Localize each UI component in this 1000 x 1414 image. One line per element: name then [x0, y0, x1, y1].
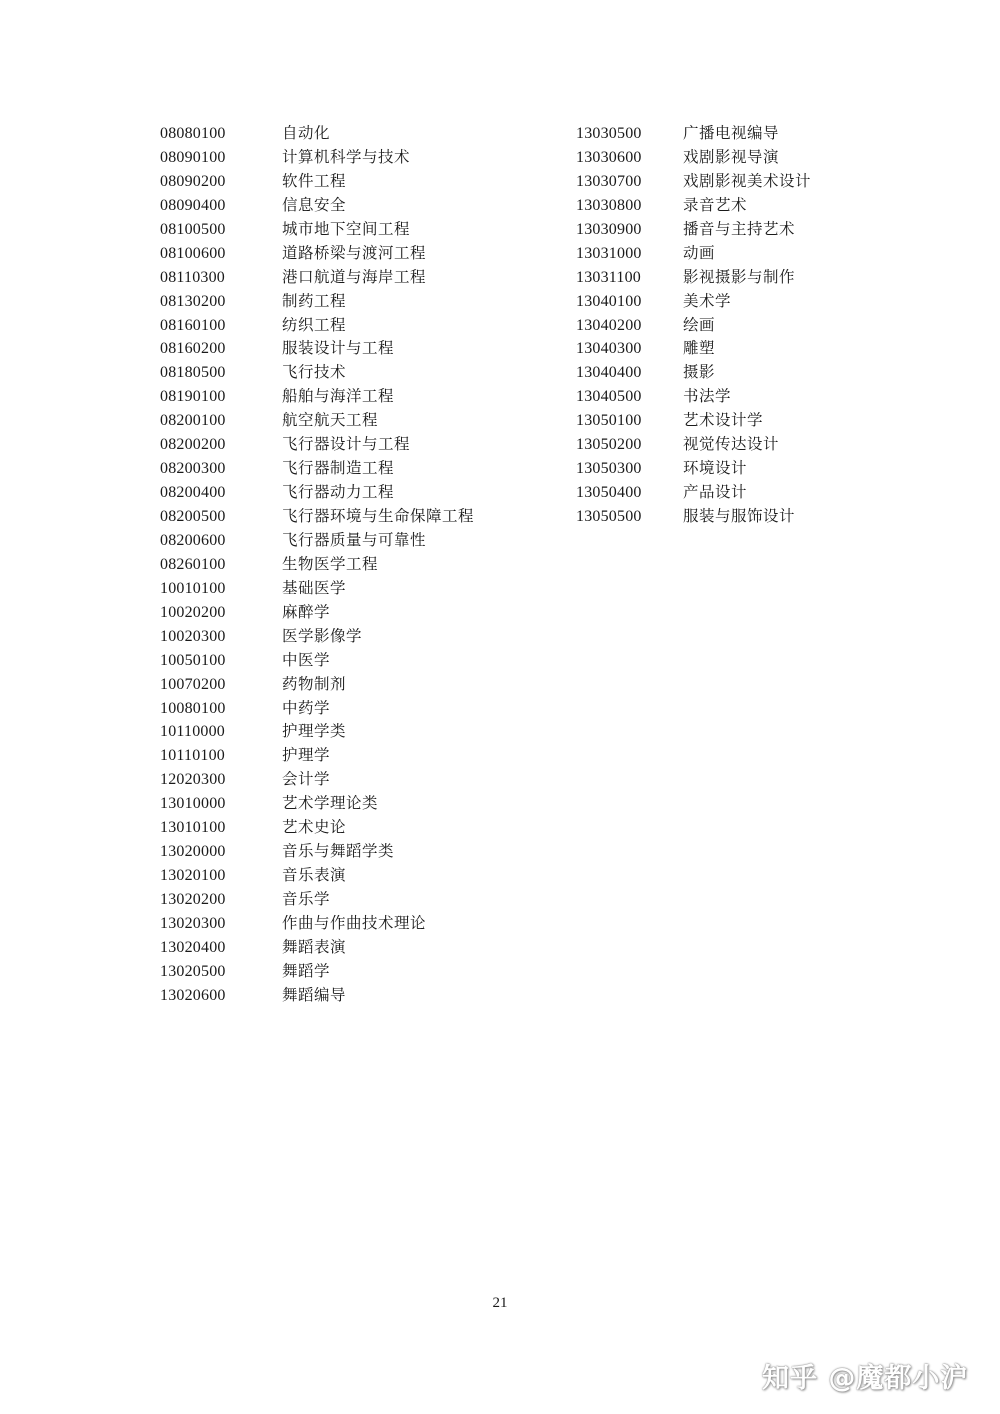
major-code: 13050100 — [576, 412, 642, 430]
major-name: 作曲与作曲技术理论 — [282, 913, 427, 932]
major-code: 13030700 — [576, 172, 642, 190]
major-name: 飞行技术 — [282, 363, 347, 382]
major-name: 美术学 — [683, 291, 732, 310]
major-name: 医学影像学 — [282, 626, 363, 645]
major-name: 艺术学理论类 — [282, 794, 379, 813]
major-code: 13040100 — [576, 292, 642, 310]
major-code: 08200100 — [160, 412, 226, 430]
list-item — [160, 983, 474, 1007]
list-item — [160, 648, 474, 672]
major-code: 10020200 — [160, 603, 226, 621]
list-item — [576, 336, 811, 360]
list-item — [160, 743, 474, 767]
major-code: 08110300 — [160, 268, 226, 286]
major-code: 08090400 — [160, 196, 226, 214]
major-code: 13050200 — [576, 436, 642, 454]
major-name: 航空航天工程 — [282, 411, 379, 430]
list-item — [160, 336, 474, 360]
major-name: 影视摄影与制作 — [683, 267, 796, 286]
list-item — [576, 145, 811, 169]
major-name: 麻醉学 — [282, 602, 331, 621]
list-item — [160, 480, 474, 504]
major-name: 动画 — [683, 243, 716, 262]
major-code: 13050500 — [576, 508, 642, 525]
major-name: 飞行器质量与可靠性 — [282, 530, 427, 549]
list-item — [160, 528, 474, 552]
major-name: 书法学 — [683, 387, 732, 406]
list-item — [160, 887, 474, 911]
major-name: 道路桥梁与渡河工程 — [282, 243, 427, 262]
list-item — [576, 432, 811, 456]
major-name: 舞蹈学 — [282, 961, 331, 980]
major-name: 飞行器设计与工程 — [282, 435, 411, 454]
major-code: 13040500 — [576, 388, 642, 406]
major-code: 08200600 — [160, 531, 226, 549]
major-code: 08200400 — [160, 484, 226, 502]
major-code: 13010100 — [160, 819, 226, 837]
list-item — [576, 289, 811, 313]
list-item — [160, 217, 474, 241]
major-name: 港口航道与海岸工程 — [282, 267, 427, 286]
major-name: 音乐与舞蹈学类 — [282, 842, 395, 861]
major-list-right-column — [576, 121, 811, 528]
major-name: 录音艺术 — [683, 195, 748, 214]
major-code: 13030900 — [576, 220, 642, 238]
major-name: 软件工程 — [282, 171, 347, 190]
major-code: 13030500 — [576, 125, 642, 142]
major-name: 信息安全 — [282, 195, 347, 214]
list-item — [160, 121, 474, 145]
major-code: 08090200 — [160, 172, 226, 190]
major-code: 13020600 — [160, 986, 226, 1004]
major-code: 13030600 — [576, 148, 642, 166]
major-name: 舞蹈表演 — [282, 937, 347, 956]
major-name: 会计学 — [282, 770, 331, 789]
major-code: 08160100 — [160, 316, 226, 334]
list-item — [160, 241, 474, 265]
major-code: 10050100 — [160, 651, 226, 669]
major-code: 08180500 — [160, 364, 226, 382]
major-name: 自动化 — [282, 124, 331, 142]
major-code: 08080100 — [160, 125, 226, 142]
list-item — [576, 408, 811, 432]
major-name: 视觉传达设计 — [683, 435, 780, 454]
major-name: 生物医学工程 — [282, 554, 379, 573]
major-name: 城市地下空间工程 — [282, 219, 411, 238]
list-item — [576, 169, 811, 193]
list-item — [160, 791, 474, 815]
list-item — [576, 384, 811, 408]
page-number: 21 — [492, 1295, 508, 1311]
list-item — [160, 600, 474, 624]
major-name: 舞蹈编导 — [282, 985, 347, 1004]
major-name: 戏剧影视导演 — [683, 147, 780, 166]
major-code: 08200200 — [160, 436, 226, 454]
major-code: 08100600 — [160, 244, 226, 262]
major-name: 艺术设计学 — [683, 411, 764, 430]
major-name: 摄影 — [683, 363, 716, 382]
list-item — [160, 169, 474, 193]
list-item — [160, 839, 474, 863]
list-item — [160, 624, 474, 648]
list-item — [576, 193, 811, 217]
list-item — [576, 313, 811, 337]
major-name: 服装设计与工程 — [282, 339, 395, 358]
list-item — [160, 384, 474, 408]
major-name: 雕塑 — [683, 339, 716, 358]
major-code: 10110000 — [160, 723, 226, 741]
list-item — [160, 576, 474, 600]
major-code: 13040400 — [576, 364, 642, 382]
major-name: 音乐表演 — [282, 866, 347, 885]
list-item — [160, 696, 474, 720]
major-name: 播音与主持艺术 — [683, 219, 796, 238]
major-code: 13010000 — [160, 795, 226, 813]
major-code: 13050300 — [576, 460, 642, 478]
list-item — [576, 504, 811, 528]
list-item — [160, 408, 474, 432]
major-code: 10080100 — [160, 699, 226, 717]
major-code: 10010100 — [160, 579, 226, 597]
major-name: 环境设计 — [683, 459, 748, 478]
major-code: 12020300 — [160, 771, 226, 789]
major-code: 13030800 — [576, 196, 642, 214]
major-name: 计算机科学与技术 — [282, 147, 411, 166]
major-name: 中药学 — [282, 698, 331, 717]
list-item — [160, 815, 474, 839]
major-code: 13050400 — [576, 484, 642, 502]
list-item — [576, 121, 811, 145]
list-item — [160, 193, 474, 217]
major-code: 08090100 — [160, 148, 226, 166]
major-name: 纺织工程 — [282, 315, 347, 334]
major-code: 13020400 — [160, 938, 226, 956]
major-name: 戏剧影视美术设计 — [683, 171, 812, 190]
major-code: 13040300 — [576, 340, 642, 358]
major-name: 护理学 — [282, 746, 331, 765]
list-item — [160, 552, 474, 576]
list-item — [160, 863, 474, 887]
list-item — [576, 217, 811, 241]
list-item — [576, 480, 811, 504]
major-name: 飞行器动力工程 — [282, 483, 395, 502]
list-item — [160, 935, 474, 959]
list-item — [160, 672, 474, 696]
list-item — [160, 313, 474, 337]
watermark: 知乎 @魔都小沪 — [762, 1363, 969, 1394]
major-code: 13020000 — [160, 843, 226, 861]
major-name: 护理学类 — [282, 722, 347, 741]
list-item — [160, 360, 474, 384]
major-name: 广播电视编导 — [683, 124, 780, 142]
major-code: 08160200 — [160, 340, 226, 358]
major-code: 13020200 — [160, 891, 226, 908]
list-item — [160, 911, 474, 935]
major-code: 10020300 — [160, 627, 226, 645]
major-name: 绘画 — [683, 315, 716, 334]
major-code: 13020500 — [160, 962, 226, 980]
major-code: 13031000 — [576, 244, 642, 262]
major-code: 13031100 — [576, 268, 642, 286]
major-name: 产品设计 — [683, 483, 748, 502]
major-code: 13040200 — [576, 316, 642, 334]
major-name: 服装与服饰设计 — [683, 507, 796, 525]
list-item — [160, 959, 474, 983]
list-item — [160, 145, 474, 169]
major-code: 08200500 — [160, 508, 226, 525]
major-name: 艺术史论 — [282, 818, 347, 837]
major-code: 08100500 — [160, 220, 226, 238]
major-code: 08190100 — [160, 388, 226, 406]
major-code: 10110100 — [160, 747, 226, 765]
list-item — [576, 456, 811, 480]
list-item — [160, 289, 474, 313]
list-item — [576, 265, 811, 289]
major-code: 13020100 — [160, 867, 226, 885]
list-item — [160, 265, 474, 289]
list-item — [160, 767, 474, 791]
list-item — [160, 719, 474, 743]
major-name: 飞行器制造工程 — [282, 459, 395, 478]
major-list-left-column — [160, 121, 474, 1007]
major-code: 10070200 — [160, 675, 226, 693]
list-item — [576, 241, 811, 265]
list-item — [160, 432, 474, 456]
major-code: 08260100 — [160, 555, 226, 573]
major-name: 音乐学 — [282, 890, 331, 908]
major-code: 13020300 — [160, 914, 226, 932]
major-name: 飞行器环境与生命保障工程 — [282, 507, 475, 525]
major-name: 中医学 — [282, 650, 331, 669]
list-item — [576, 360, 811, 384]
major-code: 08200300 — [160, 460, 226, 478]
major-name: 船舶与海洋工程 — [282, 387, 395, 406]
major-name: 制药工程 — [282, 291, 347, 310]
major-name: 基础医学 — [282, 578, 347, 597]
list-item — [160, 504, 474, 528]
major-code: 08130200 — [160, 292, 226, 310]
list-item — [160, 456, 474, 480]
major-name: 药物制剂 — [282, 674, 347, 693]
